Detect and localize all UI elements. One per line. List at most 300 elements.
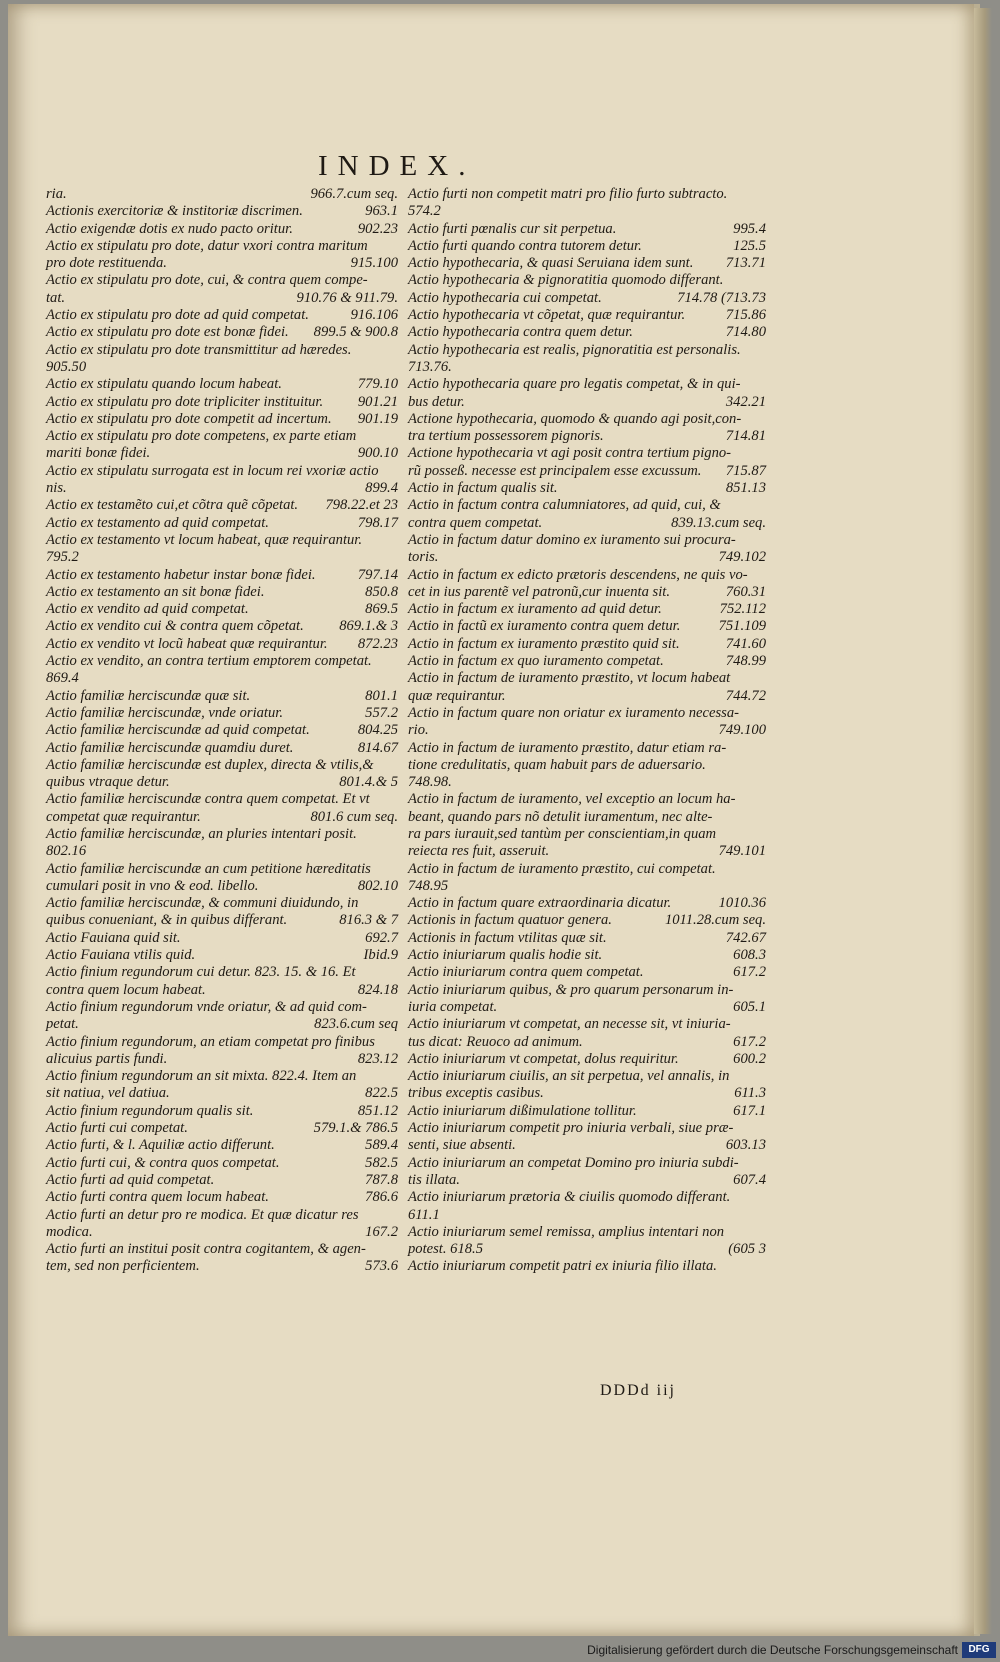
index-entry-line (46, 342, 398, 359)
index-entry-line (408, 878, 766, 895)
entry-reference: 741.60 (725, 635, 766, 652)
index-entry-line (408, 791, 766, 808)
entry-text: 574.2 (408, 203, 441, 220)
index-entry-line (46, 1034, 398, 1051)
index-entry-line (408, 618, 766, 635)
index-entry-line (46, 705, 398, 722)
entry-reference: 751.109 (718, 618, 766, 635)
entry-reference: 916.106 (350, 307, 398, 324)
entry-reference: 608.3 (733, 947, 766, 964)
index-entry-line (46, 826, 398, 843)
entry-reference: 557.2 (365, 704, 398, 721)
entry-text: contra quem competat. (408, 514, 543, 531)
entry-text: Actio furti, & l. Aquiliæ actio differunt. (46, 1137, 275, 1154)
entry-reference: 779.10 (357, 376, 398, 393)
index-entry-line (46, 618, 398, 635)
entry-reference: 899.4 (365, 480, 398, 497)
entry-reference: 872.23 (357, 635, 398, 652)
entry-text: Actio ex stipulatu pro dote tripliciter instituitur. (46, 393, 324, 410)
index-entry-line (46, 480, 398, 497)
entry-reference: 617.2 (733, 964, 766, 981)
index-entry-line (408, 1155, 766, 1172)
index-entry-line (46, 359, 398, 376)
entry-text: contra quem locum habeat. (46, 981, 206, 998)
entry-text: Actio in factum de iuramento præstito, vt locum habeat (408, 670, 731, 687)
entry-text: Actio familiæ herciscundæ ad quid competat. (46, 722, 310, 739)
entry-reference: 715.86 (725, 307, 766, 324)
entry-text: Actione hypothecaria vt agi posit contra tertium pigno- (408, 445, 732, 462)
entry-reference: 823.6.cum seq (314, 1016, 398, 1033)
entry-text: Actio furti an institui posit contra cogitantem, & agen- (46, 1241, 366, 1258)
index-entry-line (46, 964, 398, 981)
index-entry-line (408, 1016, 766, 1033)
index-entry-line (46, 1137, 398, 1154)
entry-reference: 752.112 (719, 601, 766, 618)
entry-text: Actio hypothecaria est realis, pignoratitia est personalis. (408, 341, 741, 358)
entry-reference: 798.22.et 23 (325, 497, 398, 514)
index-entry-line (408, 774, 766, 791)
entry-text: Actio familiæ herciscundæ quæ sit. (46, 687, 251, 704)
entry-text: Actio Fauiana vtilis quid. (46, 947, 196, 964)
entry-text: Actio furti an detur pro re modica. Et quæ dicatur res (46, 1206, 359, 1223)
entry-text: 869.4 (46, 670, 79, 687)
index-entry-line (408, 912, 766, 929)
entry-reference: 869.5 (365, 601, 398, 618)
index-entry-line (46, 463, 398, 480)
index-entry-line (408, 1241, 766, 1258)
entry-text: ra pars iurauit,sed tantùm per conscientiam,in quam (408, 825, 717, 842)
index-column-right (408, 186, 766, 1276)
entry-reference: 901.21 (357, 393, 398, 410)
index-entry-line (46, 670, 398, 687)
index-entry-line (408, 895, 766, 912)
entry-reference: 749.102 (718, 549, 766, 566)
index-entry-line (46, 999, 398, 1016)
entry-text: cumulari posit in vno & eod. libello. (46, 877, 259, 894)
entry-text: tribus exceptis casibus. (408, 1085, 544, 1102)
footer-credit: Digitalisierung gefördert durch die Deutsche Forschungsgemeinschaft (587, 1643, 958, 1657)
entry-text: Actio familiæ herciscundæ, an pluries intentari posit. (46, 825, 357, 842)
index-entry-line (46, 376, 398, 393)
entry-text: Actio hypothecaria quare pro legatis competat, & in qui- (408, 376, 741, 393)
index-entry-line (46, 445, 398, 462)
index-entry-line (46, 947, 398, 964)
index-entry-line (46, 186, 398, 203)
entry-reference: 851.13 (725, 480, 766, 497)
entry-reference: 901.19 (357, 410, 398, 427)
entry-text: Actio hypothecaria, & quasi Seruiana idem sunt. (408, 255, 694, 272)
entry-text: Actio hypothecaria vt cõpetat, quæ requirantur. (408, 307, 686, 324)
index-entry-line (408, 861, 766, 878)
entry-reference: 801.6 cum seq. (310, 808, 398, 825)
index-entry-line (46, 601, 398, 618)
index-entry-line (408, 1068, 766, 1085)
index-entry-line (408, 826, 766, 843)
index-entry-line (408, 1207, 766, 1224)
entry-text: beant, quando pars nõ detulit iuramentum, nec alte- (408, 808, 713, 825)
entry-text: Actio in factum ex iuramento præstito quid sit. (408, 635, 680, 652)
entry-text: 795.2 (46, 549, 79, 566)
index-entry-line (46, 1189, 398, 1206)
entry-text: 713.76. (408, 358, 452, 375)
entry-reference: 963.1 (365, 203, 398, 220)
entry-text: Actio familiæ herciscundæ contra quem competat. Et vt (46, 791, 370, 808)
entry-text: Actio ex stipulatu pro dote competit ad incertum. (46, 410, 332, 427)
entry-text: Actio iniuriarum competit patri ex iniuria filio illata. (408, 1258, 717, 1275)
entry-text: nis. (46, 480, 67, 497)
index-entry-line (46, 1051, 398, 1068)
entry-reference: 714.80 (725, 324, 766, 341)
entry-reference: 824.18 (357, 981, 398, 998)
entry-reference: 582.5 (365, 1154, 398, 1171)
index-entry-line (46, 688, 398, 705)
index-entry-line (408, 636, 766, 653)
index-entry-line (46, 930, 398, 947)
entry-text: Actio in factum ex quo iuramento competat. (408, 653, 664, 670)
index-column-left (46, 186, 398, 1276)
index-entry-line (46, 1241, 398, 1258)
entry-text: Actio ex testamento ad quid competat. (46, 514, 269, 531)
index-entry-line (408, 1189, 766, 1206)
entry-text: Actio ex testamento an sit bonæ fidei. (46, 583, 265, 600)
entry-text: Actio ex stipulatu pro dote, datur vxori contra maritum (46, 237, 368, 254)
page-edge (974, 8, 992, 1634)
dfg-logo: DFG (962, 1642, 996, 1658)
entry-reference: 589.4 (365, 1137, 398, 1154)
index-entry-line (46, 428, 398, 445)
index-entry-line (46, 809, 398, 826)
entry-text: Actio in factum ex edicto prætoris descendens, ne quis vo- (408, 566, 748, 583)
entry-reference: 611.3 (734, 1085, 766, 1102)
entry-reference: 125.5 (733, 237, 766, 254)
index-entry-line (46, 272, 398, 289)
entry-reference: 579.1.& 786.5 (313, 1120, 398, 1137)
index-entry-line (46, 982, 398, 999)
index-entry-line (46, 1068, 398, 1085)
entry-text: Actio ex stipulatu quando locum habeat. (46, 376, 282, 393)
entry-text: tem, sed non perficientem. (46, 1258, 200, 1275)
entry-text: Actio hypothecaria & pignoratitia quomodo differant. (408, 272, 724, 289)
entry-text: Actio in factum ex iuramento ad quid detur. (408, 601, 662, 618)
index-entry-line (408, 342, 766, 359)
entry-text: Actio iniuriarum an competat Domino pro iniuria subdi- (408, 1154, 739, 1171)
index-entry-line (408, 722, 766, 739)
entry-text: quibus conueniant, & in quibus differant. (46, 912, 288, 929)
index-entry-line (408, 670, 766, 687)
index-entry-line (408, 1224, 766, 1241)
page-title: INDEX. (318, 150, 476, 182)
entry-text: Actio furti quando contra tutorem detur. (408, 237, 642, 254)
entry-text: Actio familiæ herciscundæ, & communi diuidundo, in (46, 895, 359, 912)
entry-reference: 760.31 (725, 583, 766, 600)
index-entry-line (46, 532, 398, 549)
entry-text: Actio ex vendito vt locũ habeat quæ requirantur. (46, 635, 328, 652)
index-entry-line (46, 1016, 398, 1033)
index-entry-line (408, 359, 766, 376)
entry-text: Actio ex stipulatu pro dote ad quid competat. (46, 307, 309, 324)
entry-reference: 802.10 (357, 877, 398, 894)
index-entry-line (408, 964, 766, 981)
entry-text: Actio in factum de iuramento præstito, datur etiam ra- (408, 739, 727, 756)
entry-reference: 869.1.& 3 (339, 618, 398, 635)
index-entry-line (408, 428, 766, 445)
entry-text: cet in ius parentẽ vel patronũ,cur inuenta sit. (408, 583, 670, 600)
index-entry-line (408, 1085, 766, 1102)
entry-text: bus detur. (408, 393, 465, 410)
index-entry-line (408, 272, 766, 289)
entry-text: Actio exigendæ dotis ex nudo pacto oritur. (46, 220, 293, 237)
entry-text: Actio iniuriarum prætoria & ciuilis quomodo differant. (408, 1189, 731, 1206)
index-entry-line (408, 480, 766, 497)
entry-reference: 798.17 (357, 514, 398, 531)
entry-reference: 797.14 (357, 566, 398, 583)
index-entry-line (46, 722, 398, 739)
entry-text: Actio furti contra quem locum habeat. (46, 1189, 269, 1206)
index-entry-line (408, 1137, 766, 1154)
index-entry-line (46, 584, 398, 601)
entry-text: petat. (46, 1016, 79, 1033)
entry-reference: 607.4 (733, 1171, 766, 1188)
index-entry-line (408, 203, 766, 220)
entry-text: Actio ex testamento vt locum habeat, quæ requirantur. (46, 531, 363, 548)
index-entry-line (46, 411, 398, 428)
entry-text: Actio finium regundorum vnde oriatur, & ad quid com- (46, 998, 367, 1015)
entry-reference: 850.8 (365, 583, 398, 600)
entry-text: Actio hypothecaria cui competat. (408, 289, 602, 306)
index-entry-line (46, 843, 398, 860)
entry-text: 802.16 (46, 843, 87, 860)
entry-reference: 600.2 (733, 1050, 766, 1067)
entry-text: Actio in factum datur domino ex iuramento sui procura- (408, 531, 736, 548)
entry-reference: 822.5 (365, 1085, 398, 1102)
entry-text: Actio ex stipulatu surrogata est in locum rei vxoriæ actio (46, 462, 379, 479)
entry-text: Actionis in factum quatuor genera. (408, 912, 612, 929)
entry-text: Actio iniuriarum competit pro iniuria verbali, siue præ- (408, 1120, 734, 1137)
entry-reference: 714.81 (725, 428, 766, 445)
index-entry-line (46, 1207, 398, 1224)
index-entry-line (408, 445, 766, 462)
entry-text: quæ requirantur. (408, 687, 506, 704)
index-entry-line (46, 912, 398, 929)
entry-text: Actio ex testamẽto cui,et cõtra quẽ cõpetat. (46, 497, 299, 514)
index-entry-line (408, 324, 766, 341)
entry-text: Actio iniuriarum vt competat, an necesse sit, vt iniuria- (408, 1016, 731, 1033)
entry-reference: 714.78 (713.73 (677, 289, 766, 306)
entry-text: mariti bonæ fidei. (46, 445, 151, 462)
entry-text: Actione hypothecaria, quomodo & quando agi posit,con- (408, 410, 742, 427)
entry-reference: (605 3 (728, 1241, 766, 1258)
entry-text: quibus vtraque detur. (46, 774, 170, 791)
entry-reference: 713.71 (725, 255, 766, 272)
index-entry-line (46, 1155, 398, 1172)
index-entry-line (46, 549, 398, 566)
index-entry-line (46, 1103, 398, 1120)
entry-reference: 966.7.cum seq. (310, 186, 398, 202)
entry-text: Actio finium regundorum an sit mixta. 822.4. Item an (46, 1068, 357, 1085)
entry-text: modica. (46, 1223, 93, 1240)
entry-text: Actio hypothecaria contra quem detur. (408, 324, 633, 341)
index-entry-line (408, 515, 766, 532)
index-entry-line (408, 688, 766, 705)
index-entry-line (46, 774, 398, 791)
index-entry-line (408, 947, 766, 964)
entry-text: 748.95 (408, 877, 449, 894)
entry-text: reiecta res fuit, asseruit. (408, 843, 550, 860)
entry-reference: 1010.36 (718, 895, 766, 912)
entry-text: rũ posseß. necesse est principalem esse excussum. (408, 462, 702, 479)
entry-reference: 814.67 (357, 739, 398, 756)
entry-text: Actio in factum quare non oriatur ex iuramento necessa- (408, 704, 740, 721)
index-entry-line (408, 376, 766, 393)
index-entry-line (46, 515, 398, 532)
entry-text: rio. (408, 722, 429, 739)
entry-text: Actio ex vendito ad quid competat. (46, 601, 249, 618)
entry-text: Actio ex stipulatu pro dote competens, ex parte etiam (46, 428, 357, 445)
entry-text: Actio iniuriarum quibus, & pro quarum personarum in- (408, 981, 734, 998)
entry-text: competat quæ requirantur. (46, 808, 201, 825)
index-entry-line (408, 584, 766, 601)
entry-text: Actio iniuriarum dißimulatione tollitur. (408, 1102, 637, 1119)
entry-text: Actio furti cui competat. (46, 1120, 188, 1137)
entry-reference: 617.2 (733, 1033, 766, 1050)
entry-text: 905.50 (46, 358, 87, 375)
entry-text: iuria competat. (408, 998, 498, 1015)
entry-text: Actio iniuriarum ciuilis, an sit perpetua, vel annalis, in (408, 1068, 730, 1085)
index-entry-line (46, 895, 398, 912)
index-entry-line (46, 861, 398, 878)
index-entry-line (46, 221, 398, 238)
entry-reference: 786.6 (365, 1189, 398, 1206)
entry-text: Actio finium regundorum qualis sit. (46, 1102, 254, 1119)
index-entry-line (408, 255, 766, 272)
index-entry-line (46, 1085, 398, 1102)
index-entry-line (408, 1103, 766, 1120)
entry-reference: 744.72 (725, 687, 766, 704)
index-entry-line (408, 705, 766, 722)
footer-bar (0, 1640, 1000, 1662)
index-entry-line (408, 982, 766, 999)
index-entry-line (408, 740, 766, 757)
index-entry-line (46, 1224, 398, 1241)
index-entry-line (408, 1051, 766, 1068)
index-entry-line (46, 497, 398, 514)
index-entry-line (46, 791, 398, 808)
entry-text: Actionis exercitoriæ & institoriæ discrimen. (46, 203, 303, 220)
entry-text: Actio finium regundorum, an etiam competat pro finibus (46, 1033, 375, 1050)
entry-reference: 995.4 (733, 220, 766, 237)
index-entry-line (46, 290, 398, 307)
index-entry-line (408, 809, 766, 826)
index-entry-line (408, 999, 766, 1016)
index-entry-line (408, 757, 766, 774)
entry-reference: 899.5 & 900.8 (313, 324, 398, 341)
entry-text: ria. (46, 186, 67, 202)
entry-text: Actio finium regundorum cui detur. 823. 15. & 16. Et (46, 964, 356, 981)
index-entry-line (408, 843, 766, 860)
entry-reference: 787.8 (365, 1171, 398, 1188)
index-entry-line (408, 1034, 766, 1051)
entry-text: Actio in factum de iuramento præstito, cui competat. (408, 860, 716, 877)
index-entry-line (408, 567, 766, 584)
index-entry-line (46, 1120, 398, 1137)
entry-reference: 816.3 & 7 (339, 912, 398, 929)
index-entry-line (408, 221, 766, 238)
entry-reference: 749.101 (718, 843, 766, 860)
index-entry-line (46, 740, 398, 757)
index-entry-line (408, 1120, 766, 1137)
entry-text: Actio furti pœnalis cur sit perpetua. (408, 220, 617, 237)
entry-text: Actio furti cui, & contra quos competat. (46, 1154, 280, 1171)
entry-reference: 801.1 (365, 687, 398, 704)
entry-text: toris. (408, 549, 439, 566)
index-entry-line (408, 238, 766, 255)
entry-text: Actio familiæ herciscundæ quamdiu duret. (46, 739, 294, 756)
entry-reference: 749.100 (718, 722, 766, 739)
entry-text: Actio iniuriarum contra quem competat. (408, 964, 644, 981)
entry-text: Actio furti non competit matri pro filio furto subtracto. (408, 186, 728, 202)
entry-text: Actio ex vendito, an contra tertium emptorem competat. (46, 653, 372, 670)
entry-text: Actio ex testamento habetur instar bonæ fidei. (46, 566, 316, 583)
entry-text: Actio familiæ herciscundæ an cum petitione hæreditatis (46, 860, 371, 877)
index-entry-line (408, 411, 766, 428)
index-entry-line (408, 1172, 766, 1189)
entry-reference: 839.13.cum seq. (671, 514, 766, 531)
index-entry-line (408, 532, 766, 549)
index-entry-line (408, 1258, 766, 1275)
index-entry-line (46, 394, 398, 411)
entry-text: Actio iniuriarum semel remissa, amplius intentari non (408, 1223, 725, 1240)
entry-text: Actio in factum de iuramento, vel exceptio an locum ha- (408, 791, 736, 808)
index-entry-line (46, 757, 398, 774)
entry-text: tra tertium possessorem pignoris. (408, 428, 604, 445)
entry-text: Actio ex stipulatu pro dote transmittitur ad hæredes. (46, 341, 352, 358)
entry-text: Actio in factũ ex iuramento contra quem detur. (408, 618, 681, 635)
index-entry-line (408, 930, 766, 947)
entry-reference: 804.25 (357, 722, 398, 739)
entry-text: tat. (46, 289, 66, 306)
entry-reference: 910.76 & 911.79. (296, 289, 398, 306)
entry-text: potest. 618.5 (408, 1241, 483, 1258)
index-entry-line (46, 567, 398, 584)
entry-reference: 851.12 (357, 1102, 398, 1119)
index-entry-line (46, 1258, 398, 1275)
entry-text: Actio furti ad quid competat. (46, 1171, 215, 1188)
entry-reference: 742.67 (725, 929, 766, 946)
entry-reference: 900.10 (357, 445, 398, 462)
entry-text: Actio in factum contra calumniatores, ad quid, cui, & (408, 497, 721, 514)
index-entry-line (46, 238, 398, 255)
entry-reference: 715.87 (725, 462, 766, 479)
index-entry-line (46, 878, 398, 895)
entry-text: Actio familiæ herciscundæ est duplex, directa & vtilis,& (46, 756, 374, 773)
entry-reference: 823.12 (357, 1050, 398, 1067)
entry-reference: 573.6 (365, 1258, 398, 1275)
entry-text: 611.1 (408, 1206, 440, 1223)
entry-text: Actio iniuriarum vt competat, dolus requiritur. (408, 1050, 679, 1067)
entry-text: Actionis in factum vtilitas quæ sit. (408, 929, 607, 946)
entry-text: sit natiua, vel datiua. (46, 1085, 170, 1102)
index-entry-line (408, 290, 766, 307)
index-entry-line (46, 636, 398, 653)
entry-reference: Ibid.9 (363, 947, 398, 964)
entry-text: Actio iniuriarum qualis hodie sit. (408, 947, 603, 964)
index-entry-line (46, 307, 398, 324)
entry-reference: 605.1 (733, 998, 766, 1015)
entry-reference: 801.4.& 5 (339, 774, 398, 791)
index-entry-line (408, 307, 766, 324)
index-entry-line (46, 324, 398, 341)
index-entry-line (408, 394, 766, 411)
